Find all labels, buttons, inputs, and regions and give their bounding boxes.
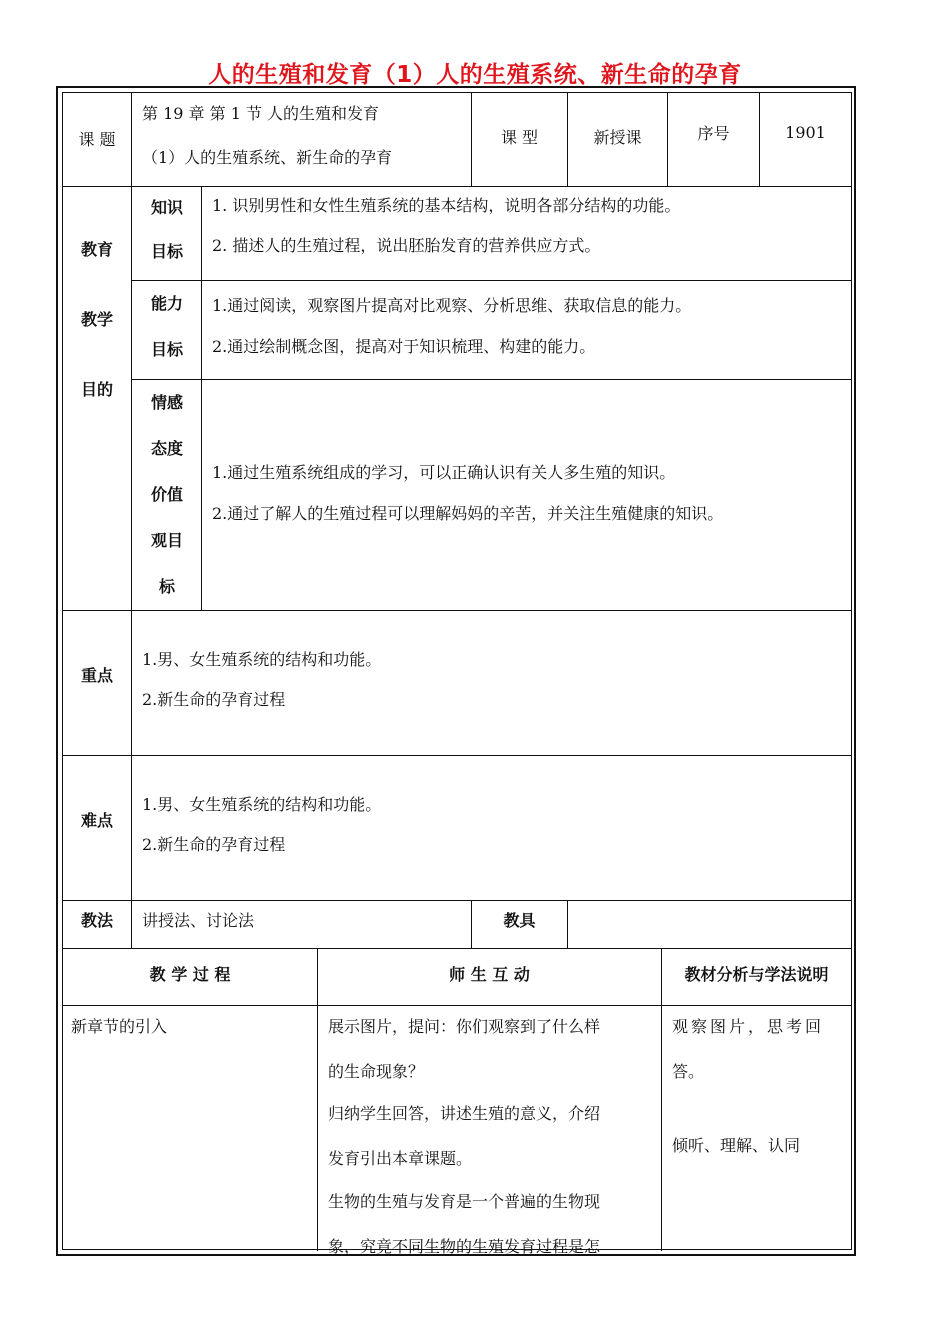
emotion-label-4: 观目 <box>150 531 183 550</box>
difficulty-item-1: 1.男、女生殖系统的结构和功能。 <box>142 795 382 814</box>
interaction-line-3: 归纳学生回答，讲述生殖的意义，介绍 <box>328 1104 601 1123</box>
emotion-item-1: 1.通过生殖系统组成的学习，可以正确认识有关人多生殖的知识。 <box>212 463 676 482</box>
ability-goal-label <box>131 280 201 379</box>
keti-line-2: （1）人的生殖系统、新生命的孕育 <box>142 148 393 167</box>
ability-goal-content <box>201 280 851 379</box>
ability-item-1: 1.通过阅读，观察图片提高对比观察、分析思维、获取信息的能力。 <box>212 296 692 315</box>
keti-value <box>131 93 471 186</box>
emotion-goal-label <box>131 379 201 610</box>
interaction-line-5: 生物的生殖与发育是一个普遍的生物现 <box>328 1192 601 1211</box>
document-title: 人的生殖和发育（1）人的生殖系统、新生命的孕育 <box>208 62 742 88</box>
xuhao-label: 序号 <box>667 93 759 186</box>
goals-group-label-3: 目的 <box>80 380 113 399</box>
goals-group-label-2: 教学 <box>80 310 113 329</box>
keypoint-item-2: 2.新生命的孕育过程 <box>142 690 286 709</box>
knowledge-label-2: 目标 <box>150 242 183 261</box>
emotion-item-2: 2.通过了解人的生殖过程可以理解妈妈的辛苦，并关注生殖健康的知识。 <box>212 504 724 523</box>
knowledge-goal-label <box>131 186 201 280</box>
knowledge-label-1: 知识 <box>150 198 183 217</box>
notes-line-3: 倾听、理解、认同 <box>672 1136 801 1155</box>
keti-line-1: 第 19 章 第 1 节 人的生殖和发育 <box>142 104 380 123</box>
process-notes-cell <box>661 1005 851 1251</box>
ability-label-2: 目标 <box>150 340 183 359</box>
ability-item-2: 2.通过绘制概念图，提高对于知识梳理、构建的能力。 <box>212 337 596 356</box>
difficulty-item-2: 2.新生命的孕育过程 <box>142 835 286 854</box>
emotion-label-3: 价值 <box>150 485 183 504</box>
lesson-plan-grid <box>62 92 852 1256</box>
keypoints-content <box>131 610 851 755</box>
process-header-steps: 教 学 过 程 <box>63 948 317 1005</box>
interaction-line-1: 展示图片，提问：你们观察到了什么样 <box>328 1017 601 1036</box>
keti-label: 课 题 <box>78 130 116 149</box>
knowledge-item-2: 2. 描述人的生殖过程，说出胚胎发育的营养供应方式。 <box>212 236 601 255</box>
interaction-line-2: 的生命现象？ <box>328 1062 425 1081</box>
keypoints-label: 重点 <box>63 610 131 755</box>
process-interaction-cell <box>317 1005 661 1256</box>
goals-group-label <box>63 186 131 610</box>
interaction-line-6: 象，究竟不同生物的生殖发育过程是怎 <box>328 1237 601 1256</box>
emotion-label-2: 态度 <box>150 439 183 458</box>
ability-label-1: 能力 <box>150 294 183 313</box>
emotion-label-5: 标 <box>158 577 175 596</box>
notes-line-2: 答。 <box>672 1062 705 1081</box>
tools-value <box>567 900 851 948</box>
knowledge-goal-content <box>201 186 851 280</box>
difficulties-label: 难点 <box>63 755 131 900</box>
process-step-cell <box>63 1005 317 1251</box>
kexing-value: 新授课 <box>567 93 667 186</box>
interaction-line-4: 发育引出本章课题。 <box>328 1149 473 1168</box>
notes-line-1: 观察图片，思考回 <box>672 1017 825 1036</box>
goals-group-label-1: 教育 <box>80 240 113 259</box>
knowledge-item-1: 1. 识别男性和女性生殖系统的基本结构，说明各部分结构的功能。 <box>212 196 681 215</box>
kexing-label: 课 型 <box>471 93 567 186</box>
emotion-goal-content <box>201 379 851 610</box>
tools-label: 教具 <box>471 900 567 948</box>
lesson-plan-table <box>56 86 856 1256</box>
keypoint-item-1: 1.男、女生殖系统的结构和功能。 <box>142 650 382 669</box>
method-value: 讲授法、讨论法 <box>131 900 471 948</box>
process-header-notes: 教材分析与学法说明 <box>661 948 851 1005</box>
xuhao-value: 1901 <box>759 93 851 186</box>
difficulties-content <box>131 755 851 900</box>
emotion-label-1: 情感 <box>150 393 183 412</box>
process-step: 新章节的引入 <box>71 1017 168 1036</box>
method-label: 教法 <box>63 900 131 948</box>
process-header-interaction: 师 生 互 动 <box>317 948 661 1005</box>
